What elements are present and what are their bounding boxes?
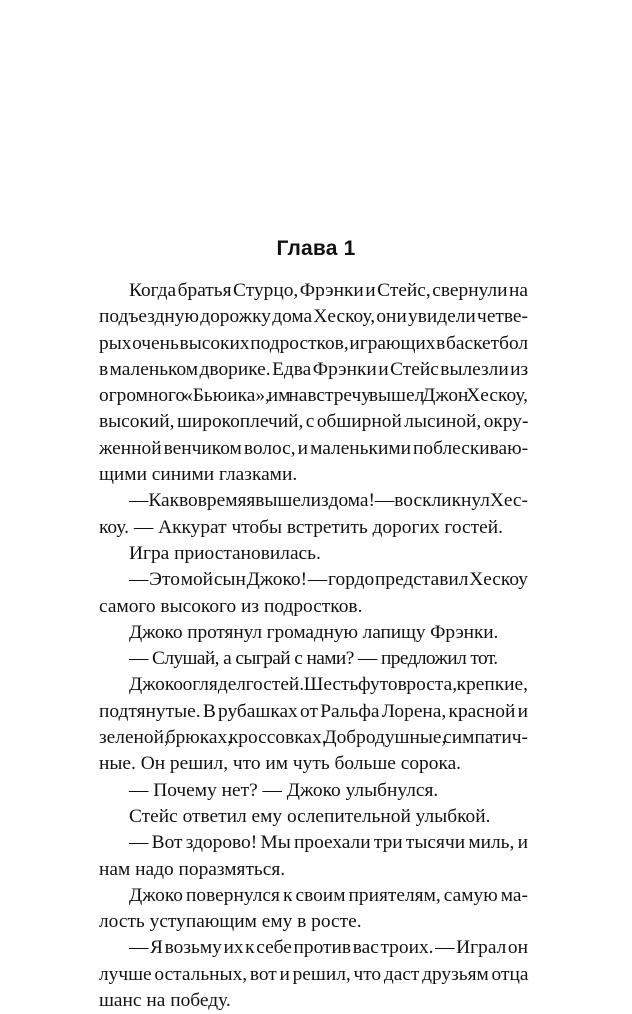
- paragraph: [99, 778, 528, 804]
- paragraph: [99, 620, 528, 646]
- text-line: огромного «Бьюика», им навстречу вышел Джон Хескоу,: [99, 385, 528, 407]
- text-line: самого высокого из подростков.: [99, 595, 363, 617]
- text-line: высокий, широкоплечий, с обширной лысиной, окру-: [99, 411, 529, 433]
- chapter-body: [99, 278, 528, 1014]
- text-line: женной венчиком волос, и маленькими поблескиваю-: [99, 437, 529, 459]
- text-line: Стейс ответил ему ослепительной улыбкой.: [129, 805, 491, 827]
- text-line: подтянутые. В рубашках от Ральфа Лорена, красной и: [99, 700, 528, 722]
- chapter-title: Глава 1: [276, 237, 356, 260]
- paragraph: [99, 672, 528, 777]
- text-line: — Это мой сын Джоко! — гордо представил Хескоу: [129, 569, 528, 591]
- text-line: коу. — Аккурат чтобы встретить дорогих гостей.: [99, 516, 503, 538]
- text-line: лучше остальных, вот и решил, что даст друзьям отца: [99, 963, 529, 985]
- text-line: щими синими глазками.: [99, 464, 298, 486]
- text-line: Джоко протянул громадную лапищу Фрэнки.: [129, 621, 499, 643]
- paragraph: [99, 804, 528, 830]
- paragraph: [99, 541, 528, 567]
- paragraph: [99, 883, 528, 936]
- paragraph: [99, 830, 528, 883]
- text-line: шанс на победу.: [99, 990, 231, 1012]
- text-line: Джоко повернулся к своим приятелям, самую ма-: [129, 884, 528, 906]
- text-line: — Я возьму их к себе против вас троих. — Играл он: [129, 937, 528, 959]
- text-line: — Слушай, а сыграй с нами? — предложил тот.: [129, 648, 498, 670]
- paragraph: [99, 935, 528, 1014]
- text-line: — Как вовремя я вышел из дома! — воскликнул Хес-: [129, 490, 528, 512]
- text-line: — Вот здорово! Мы проехали три тысячи миль, и: [129, 832, 528, 854]
- text-line: Джоко оглядел гостей. Шесть футов роста, крепкие,: [129, 674, 528, 696]
- text-line: Когда братья Стурцо, Фрэнки и Стейс, свернули на: [129, 280, 528, 301]
- paragraph: [99, 278, 528, 488]
- text-line: лость уступающим ему в росте.: [99, 911, 362, 933]
- text-line: зеленой, брюках, кроссовках. Добродушные, симпатич-: [99, 727, 528, 749]
- text-line: подъездную дорожку дома Хескоу, они увидели четве-: [99, 306, 528, 328]
- text-line: в маленьком дворике. Едва Фрэнки и Стейс вылезли из: [99, 358, 529, 380]
- text-line: нам надо поразмяться.: [99, 858, 286, 880]
- paragraph: [99, 488, 528, 541]
- text-line: Игра приостановилась.: [129, 542, 321, 564]
- paragraph: [99, 646, 528, 672]
- text-line: ные. Он решил, что им чуть больше сорока.: [99, 753, 462, 775]
- text-line: рых очень высоких подростков, играющих в баскетбол: [99, 332, 529, 354]
- text-line: — Почему нет? — Джоко улыбнулся.: [129, 779, 439, 801]
- paragraph: [99, 567, 528, 620]
